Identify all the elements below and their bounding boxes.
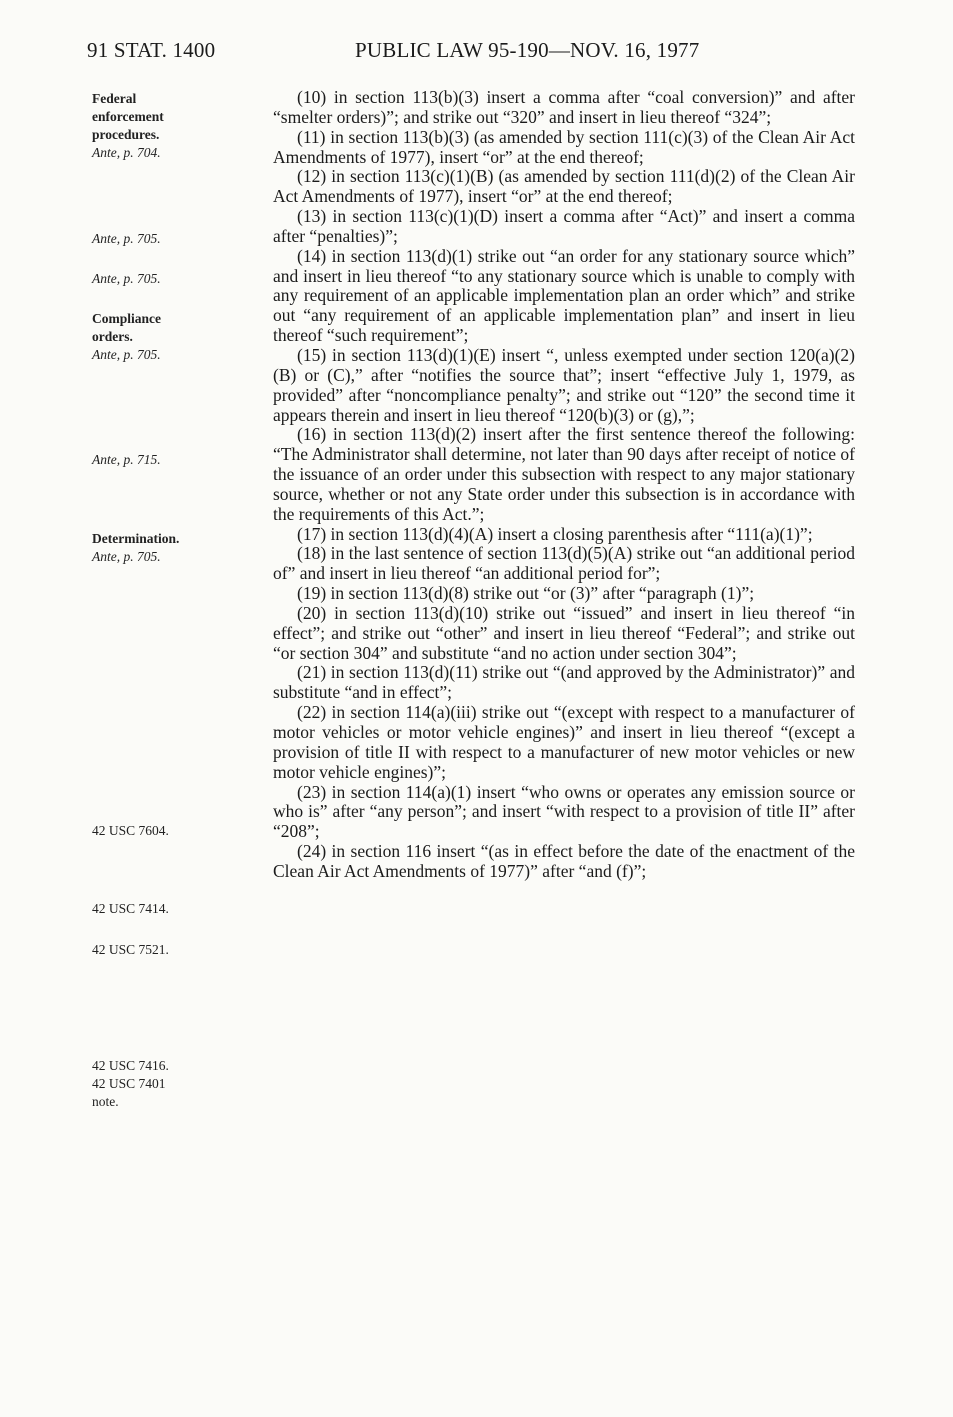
paragraph-21: (21) in section 113(d)(11) strike out “(and approved by the Administrator)” and substitute “and in effect”; [273, 662, 855, 703]
margin-note-ref: Ante, p. 705. [92, 347, 161, 362]
margin-note-line: procedures. [92, 127, 160, 142]
paragraph-15: (15) in section 113(d)(1)(E) insert “, unless exempted under section 120(a)(2)(B) or (C),” after “notifies the source that”; insert “effective July 1, 1979, as provided” after “noncompliance penalty”; and strike out “120” the second time it appears therein and insert in lieu thereof “120(b)(3) or (g),”; [273, 344, 855, 425]
margin-note-line: Compliance [92, 311, 161, 326]
margin-note-usc-7414 [92, 900, 222, 918]
paragraph-11: (11) in section 113(b)(3) (as amended by section 111(c)(3) of the Clean Air Act Amendments of 1977), insert “or” at the end thereof; [273, 126, 855, 167]
paragraph-12: (12) in section 113(c)(1)(B) (as amended by section 111(d)(2) of the Clean Air Act Amendments of 1977), insert “or” at the end thereof; [273, 166, 855, 207]
margin-note-ref: Ante, p. 705. [92, 549, 161, 564]
margin-note-usc-7416 [92, 1057, 222, 1111]
margin-note-ref: Ante, p. 705. [92, 231, 161, 246]
page-header [0, 38, 953, 70]
margin-note-line: orders. [92, 329, 133, 344]
margin-note-ante-705-a [92, 230, 222, 248]
paragraph-22: (22) in section 114(a)(iii) strike out “(except with respect to a manufacturer of motor vehicles or motor vehicle engines)” and insert in lieu thereof “(except a provision of title II with respect to a manufacturer of new motor vehicles or new motor vehicle engines)”; [273, 702, 855, 782]
paragraph-23: (23) in section 114(a)(1) insert “who owns or operates any emission source or who is” after “any person”; and insert “with respect to a provision of title II” after “208”; [273, 781, 855, 842]
margin-note-ref: Ante, p. 715. [92, 452, 161, 467]
margin-note-line: 42 USC 7604. [92, 823, 169, 838]
margin-note-line: 42 USC 7414. [92, 901, 169, 916]
margin-note-line: 42 USC 7416. [92, 1058, 169, 1073]
margin-note-usc-7521 [92, 941, 222, 959]
margin-note-federal-enforcement [92, 90, 222, 162]
margin-note-compliance-orders [92, 310, 222, 364]
statute-page-reference: 91 STAT. 1400 [87, 38, 216, 62]
margin-note-ante-705-b [92, 270, 222, 288]
margin-note-line: note. [92, 1094, 119, 1109]
margin-note-ref: Ante, p. 704. [92, 145, 161, 160]
margin-note-line: enforcement [92, 109, 164, 124]
statute-body [273, 88, 855, 882]
running-title: PUBLIC LAW 95-190—NOV. 16, 1977 [355, 38, 700, 62]
margin-note-line: Determination. [92, 531, 180, 546]
paragraph-18: (18) in the last sentence of section 113(d)(5)(A) strike out “an additional period of” and insert in lieu thereof “an additional period for”; [273, 543, 855, 584]
paragraph-19: (19) in section 113(d)(8) strike out “or (3)” after “paragraph (1)”; [297, 583, 755, 604]
paragraph-13: (13) in section 113(c)(1)(D) insert a comma after “Act)” and insert a comma after “penalties)”; [273, 206, 855, 246]
margin-note-line: Federal [92, 91, 137, 106]
paragraph-24: (24) in section 116 insert “(as in effect before the date of the enactment of the Clean Air Act Amendments of 1977)” after “and (f)”; [273, 841, 855, 881]
margin-note-ante-715 [92, 451, 222, 469]
paragraph-10: (10) in section 113(b)(3) insert a comma after “coal conversion)” and after “smelter orders)”; and strike out “320” and insert in lieu thereof “324”; [273, 87, 855, 127]
margin-note-determination [92, 530, 222, 566]
paragraph-16: (16) in section 113(d)(2) insert after the first sentence thereof the following: “The Administrator shall determine, not later than 90 days after receipt of notice of the issuance of an order under this subsection with respect to any major stationary source, whether or not any State order under this subsection is in accordance with the requirements of this Act.”; [273, 424, 855, 524]
paragraph-17: (17) in section 113(d)(4)(A) insert a closing parenthesis after “111(a)(1)”; [297, 523, 813, 544]
margin-note-ref: Ante, p. 705. [92, 271, 161, 286]
paragraph-14: (14) in section 113(d)(1) strike out “an order for any stationary source which” and insert in lieu thereof “to any stationary source which is unable to comply with any requirement of an applicable implementation plan an order which” and strike out “any requirement of an applicable implementation plan” and insert in lieu thereof “such requirement”; [273, 245, 855, 346]
paragraph-20: (20) in section 113(d)(10) strike out “issued” and insert in lieu thereof “in effect”; and strike out “other” and insert in lieu thereof “Federal”; and strike out “or section 304” and substitute “and no action under section 304”; [273, 602, 855, 663]
margin-note-line: 42 USC 7401 [92, 1076, 166, 1091]
margin-note-line: 42 USC 7521. [92, 942, 169, 957]
margin-note-usc-7604 [92, 822, 222, 840]
